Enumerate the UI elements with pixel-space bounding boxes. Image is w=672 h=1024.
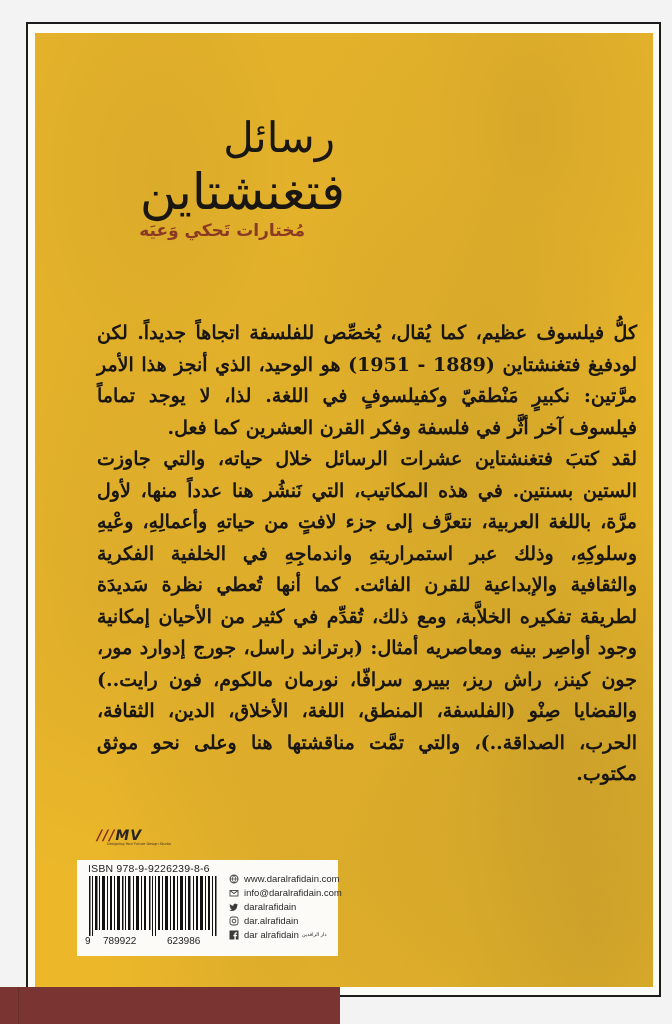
globe-icon	[229, 874, 239, 884]
contact-twitter-text: daralrafidain	[244, 901, 297, 913]
subtitle: مُختارات تَحكي وَعيَه	[139, 221, 305, 241]
logo-tagline: Designing Your Future Design Studio	[107, 842, 171, 846]
designer-logo	[97, 828, 187, 858]
contact-website[interactable]	[229, 872, 339, 886]
envelope-icon	[229, 888, 239, 898]
title-line-2: فتغنشتاين	[139, 163, 345, 221]
contact-facebook-text: dar alrafidain	[244, 929, 299, 941]
publisher-name-arabic: دار الرافدين	[301, 932, 327, 938]
contact-website-text: www.daralrafidain.com	[244, 873, 340, 885]
title-block	[85, 113, 345, 241]
logo-letters: MV	[115, 828, 143, 844]
isbn-number: ISBN 978-9-9226239-8-6	[88, 863, 210, 875]
blurb-text	[97, 318, 637, 791]
logo-slashes: ///	[97, 828, 116, 844]
title-line-1: رسائل	[223, 113, 335, 162]
contact-twitter[interactable]	[229, 900, 339, 914]
barcode-right-group: 623986	[167, 936, 201, 947]
blurb-paragraph-1: كلُّ فيلسوف عظيم، كما يُقال، يُخصِّص للفلسفة اتجاهاً جديداً. لكن لودفيغ فتغنشتاين (1889 - 1951) هو الوحيد، الذي أنجز هذا الأمر مرَّتين: نكبيرٍ مَنْطقيّ وكفيلسوفٍ في اللغة. لذا، لا يوجد تماماً فيلسوف آخر أثَّر في فلسفة وفكر القرن العشرين كما فعل.	[97, 322, 637, 439]
barcode-first-digit: 9	[85, 936, 91, 947]
barcode-left-group: 789922	[103, 936, 137, 947]
book-back-cover	[35, 33, 653, 987]
twitter-icon	[229, 902, 239, 912]
publisher-contacts	[229, 872, 342, 942]
contact-instagram-text: dar.alrafidain	[244, 915, 299, 927]
barcode-icon	[87, 876, 222, 936]
contact-instagram[interactable]	[229, 914, 339, 928]
contact-email[interactable]	[229, 886, 342, 900]
blurb-paragraph-2: لقد كتبَ فتغنشتاين عشرات الرسائل خلال حياته، والتي جاوزت الستين بسنتين. في هذه المكاتيب، التي نَنشُر هنا عدداً منها، لأول مرَّة، باللغة العربية، نتعرَّف إلى جزء لافتٍ من حياتهِ وأعمالِهِ، وعْيهِ وسلوكِهِ، وذلك عبر استمراريتهِ واندماجِهِ في الخلفية الفكرية والثقافية والإبداعية للقرن الفائت. كما أنها تُعطي نظرة سَديدَة لطريقة تفكيره الخلاَّبة، ومع ذلك، تُقدِّم في كثير من الأحيان إمكانية وجود أواصِر بينه ومعاصريه أمثال: (برتراند راسل، جورج إدوارد مور، جون كينز، راش ريز، بييرو سرافّا، نورمان مالكوم، فون رايت..) والقضايا صِنْو (الفلسفة، المنطق، اللغة، الأخلاق، الدين، الثقافة، الحرب، الصداقة..)، والتي تمَّت مناقشتها هنا وعلى نحو موثق مكتوب.	[97, 448, 637, 785]
maroon-fold-line	[18, 987, 19, 1024]
contact-email-text: info@daralrafidain.com	[244, 887, 342, 899]
contact-facebook[interactable]	[229, 928, 339, 942]
facebook-icon	[229, 930, 239, 940]
maroon-spine-block	[0, 987, 340, 1024]
instagram-icon	[229, 916, 239, 926]
isbn-label	[77, 860, 342, 956]
